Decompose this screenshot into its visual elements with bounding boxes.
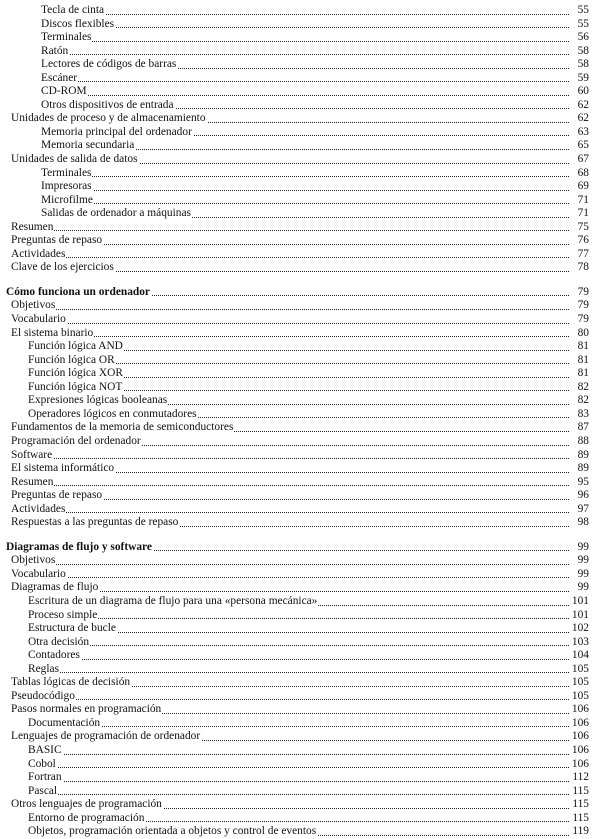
toc-entry-title: Función lógica OR xyxy=(28,353,115,366)
toc-page-number: 106 xyxy=(569,717,589,731)
toc-entry xyxy=(0,676,589,690)
toc-entry xyxy=(0,489,589,503)
toc-chapter xyxy=(0,541,589,555)
toc-entry-title: Actividades xyxy=(11,247,66,260)
dot-leader xyxy=(28,645,569,646)
toc-entry-title: Contadores xyxy=(28,649,80,662)
toc-page-number: 80 xyxy=(569,327,589,341)
toc-entry-title: Ratón xyxy=(41,44,69,57)
toc-page-number: 67 xyxy=(569,153,589,167)
toc-entry-title: Documentación xyxy=(28,716,101,729)
toc-page-number: 88 xyxy=(569,435,589,449)
toc-entry-title: Preguntas de repaso xyxy=(11,234,103,247)
toc-entry xyxy=(0,703,589,717)
dot-leader xyxy=(41,27,569,28)
toc-page-number: 62 xyxy=(569,112,589,126)
dot-leader xyxy=(11,564,569,565)
toc-entry xyxy=(0,421,589,435)
toc-entry-title: Lectores de códigos de barras xyxy=(41,58,177,71)
toc-page-number: 69 xyxy=(569,180,589,194)
dot-leader xyxy=(41,176,569,177)
toc-entry-title: Diagramas de flujo y software xyxy=(6,540,152,553)
toc-entry xyxy=(0,476,589,490)
toc-page-number: 60 xyxy=(569,85,589,99)
dot-leader xyxy=(11,230,569,231)
toc-entry xyxy=(0,126,589,140)
toc-entry-title: Objetivos xyxy=(11,299,56,312)
toc-page-number: 59 xyxy=(569,72,589,86)
toc-page-number: 77 xyxy=(569,248,589,262)
toc-entry-title: Vocabulario xyxy=(11,313,66,326)
toc-page-number: 106 xyxy=(569,730,589,744)
dot-leader xyxy=(41,203,569,204)
toc-entry-title: El sistema binario xyxy=(11,326,94,339)
toc-entry-title: Clave de los ejercicios xyxy=(11,261,114,274)
toc-page-number: 65 xyxy=(569,139,589,153)
toc-entry-title: Estructura de bucle xyxy=(28,622,116,635)
toc-entry-title: BASIC xyxy=(28,743,62,756)
toc-page-number: 79 xyxy=(569,313,589,327)
toc-entry-title: Diagramas de flujo xyxy=(11,581,99,594)
toc-page-number: 71 xyxy=(569,207,589,221)
toc-page-number: 58 xyxy=(569,45,589,59)
toc-entry xyxy=(0,581,589,595)
toc-entry-title: Fundamentos de la memoria de semiconductores xyxy=(11,421,234,434)
toc-entry xyxy=(0,622,589,636)
toc-entry xyxy=(0,4,589,18)
toc-entry xyxy=(0,207,589,221)
toc-entry xyxy=(0,449,589,463)
dot-leader xyxy=(11,512,569,513)
dot-leader xyxy=(11,485,569,486)
toc-entry-title: Tablas lógicas de decisión xyxy=(11,676,131,689)
toc-page-number: 115 xyxy=(569,812,589,826)
toc-entry xyxy=(0,58,589,72)
toc-entry-title: Entorno de programación xyxy=(28,811,145,824)
dot-leader xyxy=(11,458,569,459)
toc-entry-title: Función lógica XOR xyxy=(28,367,123,380)
toc-page-number: 99 xyxy=(569,568,589,582)
dot-leader xyxy=(11,577,569,578)
toc-entry-title: Unidades de proceso y de almacenamiento xyxy=(11,112,206,125)
toc-page-number: 115 xyxy=(569,798,589,812)
toc-page-number: 75 xyxy=(569,221,589,235)
dot-leader xyxy=(41,95,569,96)
toc-entry xyxy=(0,72,589,86)
toc-entry xyxy=(0,327,589,341)
toc-entry xyxy=(0,568,589,582)
dot-leader xyxy=(11,257,569,258)
toc-chapter xyxy=(0,286,589,300)
toc-entry-title: Resumen xyxy=(11,475,54,488)
toc-page-number: 105 xyxy=(569,690,589,704)
toc-entry xyxy=(0,340,589,354)
toc-entry xyxy=(0,261,589,275)
toc-entry xyxy=(0,394,589,408)
toc-entry xyxy=(0,99,589,113)
toc-page-number: 78 xyxy=(569,261,589,275)
toc-entry-title: Objetivos xyxy=(11,554,56,567)
toc-entry xyxy=(0,435,589,449)
toc-entry xyxy=(0,139,589,153)
toc-entry-title: El sistema informático xyxy=(11,462,115,475)
toc-entry xyxy=(0,812,589,826)
toc-entry-title: Lenguajes de programación de ordenador xyxy=(11,730,201,743)
toc-entry xyxy=(0,516,589,530)
toc-entry-title: Pseudocódigo xyxy=(11,689,75,702)
toc-page-number: 55 xyxy=(569,4,589,18)
toc-page-number: 82 xyxy=(569,381,589,395)
toc-page-number: 63 xyxy=(569,126,589,140)
toc-entry-title: Terminales xyxy=(41,31,92,44)
toc-page-number: 79 xyxy=(569,299,589,313)
toc-page-number: 81 xyxy=(569,354,589,368)
toc-entry-title: Actividades xyxy=(11,502,66,515)
toc-page-number: 68 xyxy=(569,167,589,181)
toc-page-number: 105 xyxy=(569,663,589,677)
toc-entry-title: Tecla de cinta xyxy=(41,4,105,16)
toc-entry xyxy=(0,234,589,248)
toc-entry xyxy=(0,503,589,517)
toc-page-number: 81 xyxy=(569,340,589,354)
toc-entry xyxy=(0,408,589,422)
toc-entry-title: Otra decisión xyxy=(28,635,90,648)
dot-leader xyxy=(28,754,569,755)
toc-entry-title: Escáner xyxy=(41,71,78,84)
toc-entry-title: Resumen xyxy=(11,220,54,233)
toc-page-number: 98 xyxy=(569,516,589,530)
toc-entry xyxy=(0,31,589,45)
toc-entry-title: Terminales xyxy=(41,166,92,179)
toc-entry xyxy=(0,649,589,663)
toc-entry-title: Vocabulario xyxy=(11,567,66,580)
toc-page-number: 99 xyxy=(569,581,589,595)
toc-entry-title: Pascal xyxy=(28,784,58,797)
toc-entry xyxy=(0,554,589,568)
toc-entry xyxy=(0,690,589,704)
toc-entry-title: Preguntas de repaso xyxy=(11,489,103,502)
toc-page-number: 104 xyxy=(569,649,589,663)
toc-page-number: 95 xyxy=(569,476,589,490)
toc-entry xyxy=(0,85,589,99)
toc-entry-title: Operadores lógicos en conmutadores xyxy=(28,407,197,420)
toc-entry xyxy=(0,167,589,181)
toc-page-number: 106 xyxy=(569,758,589,772)
toc-page-number: 83 xyxy=(569,408,589,422)
dot-leader xyxy=(28,781,569,782)
toc-entry xyxy=(0,299,589,313)
toc-entry-title: Otros dispositivos de entrada xyxy=(41,98,174,111)
toc-entry-title: Fortran xyxy=(28,771,62,784)
toc-page-number: 89 xyxy=(569,462,589,476)
toc-entry-title: Respuestas a las preguntas de repaso xyxy=(11,516,179,529)
toc-entry-title: Software xyxy=(11,448,53,461)
toc-entry xyxy=(0,354,589,368)
toc-page-number: 87 xyxy=(569,421,589,435)
toc-entry xyxy=(0,180,589,194)
toc-entry-title: Cobol xyxy=(28,757,56,770)
toc-page-number: 101 xyxy=(569,609,589,623)
toc-entry-title: Impresoras xyxy=(41,180,92,193)
dot-leader xyxy=(11,336,569,337)
toc-entry-title: Otros lenguajes de programación xyxy=(11,798,162,811)
toc-entry-title: Proceso simple xyxy=(28,608,98,621)
toc-entry-title: Memoria secundaria xyxy=(41,139,135,152)
toc-entry xyxy=(0,785,589,799)
toc-entry xyxy=(0,758,589,772)
dot-leader xyxy=(28,659,569,660)
toc-page-number: 106 xyxy=(569,744,589,758)
toc-entry xyxy=(0,367,589,381)
dot-leader xyxy=(11,699,569,700)
toc-page-number: 79 xyxy=(569,286,589,300)
toc-page-number: 112 xyxy=(569,771,589,785)
dot-leader xyxy=(28,767,569,768)
toc-page-number: 89 xyxy=(569,449,589,463)
dot-leader xyxy=(28,672,569,673)
toc-entry xyxy=(0,744,589,758)
toc-entry xyxy=(0,381,589,395)
toc-entry xyxy=(0,313,589,327)
toc-page-number: 58 xyxy=(569,58,589,72)
toc-entry xyxy=(0,771,589,785)
dot-leader xyxy=(41,54,569,55)
toc-entry xyxy=(0,663,589,677)
toc-entry-title: Microfilme xyxy=(41,193,93,206)
toc-entry xyxy=(0,798,589,812)
toc-page-number: 101 xyxy=(569,595,589,609)
toc-entry xyxy=(0,112,589,126)
dot-leader xyxy=(28,726,569,727)
toc-page-number: 103 xyxy=(569,636,589,650)
toc-entry-title: Objetos, programación orientada a objetos y control de eventos xyxy=(28,825,317,838)
toc-page-number: 97 xyxy=(569,503,589,517)
toc-page-number: 106 xyxy=(569,703,589,717)
toc-page-number: 96 xyxy=(569,489,589,503)
dot-leader xyxy=(41,14,569,15)
toc-entry-title: CD-ROM xyxy=(41,85,87,98)
dot-leader xyxy=(41,41,569,42)
toc-entry xyxy=(0,248,589,262)
toc-page-number: 82 xyxy=(569,394,589,408)
toc-page-number: 81 xyxy=(569,367,589,381)
toc-entry-title: Escritura de un diagrama de flujo para una «persona mecánica» xyxy=(28,594,318,607)
toc-page-number: 55 xyxy=(569,18,589,32)
dot-leader xyxy=(11,323,569,324)
toc-entry-title: Unidades de salida de datos xyxy=(11,153,138,166)
toc-entry xyxy=(0,595,589,609)
toc-page-number: 62 xyxy=(569,99,589,113)
toc-entry xyxy=(0,730,589,744)
toc-entry-title: Pasos normales en programación xyxy=(11,703,162,716)
dot-leader xyxy=(41,190,569,191)
toc-entry xyxy=(0,462,589,476)
toc-entry-title: Función lógica NOT xyxy=(28,380,123,393)
toc-entry xyxy=(0,636,589,650)
toc-entry xyxy=(0,153,589,167)
toc-entry-title: Función lógica AND xyxy=(28,340,123,353)
toc-entry xyxy=(0,825,589,839)
toc-entry xyxy=(0,45,589,59)
toc-entry xyxy=(0,194,589,208)
toc-page-number: 56 xyxy=(569,31,589,45)
dot-leader xyxy=(11,309,569,310)
toc-entry xyxy=(0,717,589,731)
dot-leader xyxy=(28,618,569,619)
toc-page-number: 99 xyxy=(569,554,589,568)
toc-entry-title: Salidas de ordenador a máquinas xyxy=(41,207,191,220)
dot-leader xyxy=(41,81,569,82)
toc-page-number: 71 xyxy=(569,194,589,208)
toc-entry-title: Expresiones lógicas booleanas xyxy=(28,394,168,407)
toc-page-number: 76 xyxy=(569,234,589,248)
toc-page-number: 119 xyxy=(569,825,589,839)
toc-entry-title: Reglas xyxy=(28,662,60,675)
toc-entry-title: Programación del ordenador xyxy=(11,434,141,447)
toc-entry xyxy=(0,221,589,235)
toc-entry-title: Memoria principal del ordenador xyxy=(41,125,192,138)
toc-page-number: 105 xyxy=(569,676,589,690)
dot-leader xyxy=(28,794,569,795)
toc-page-number: 115 xyxy=(569,785,589,799)
toc-entry xyxy=(0,609,589,623)
toc-entry-title: Cómo funciona un ordenador xyxy=(6,285,150,298)
toc-page-number: 102 xyxy=(569,622,589,636)
toc-page-number: 99 xyxy=(569,541,589,555)
toc-entry xyxy=(0,18,589,32)
toc-entry-title: Discos flexibles xyxy=(41,17,115,30)
